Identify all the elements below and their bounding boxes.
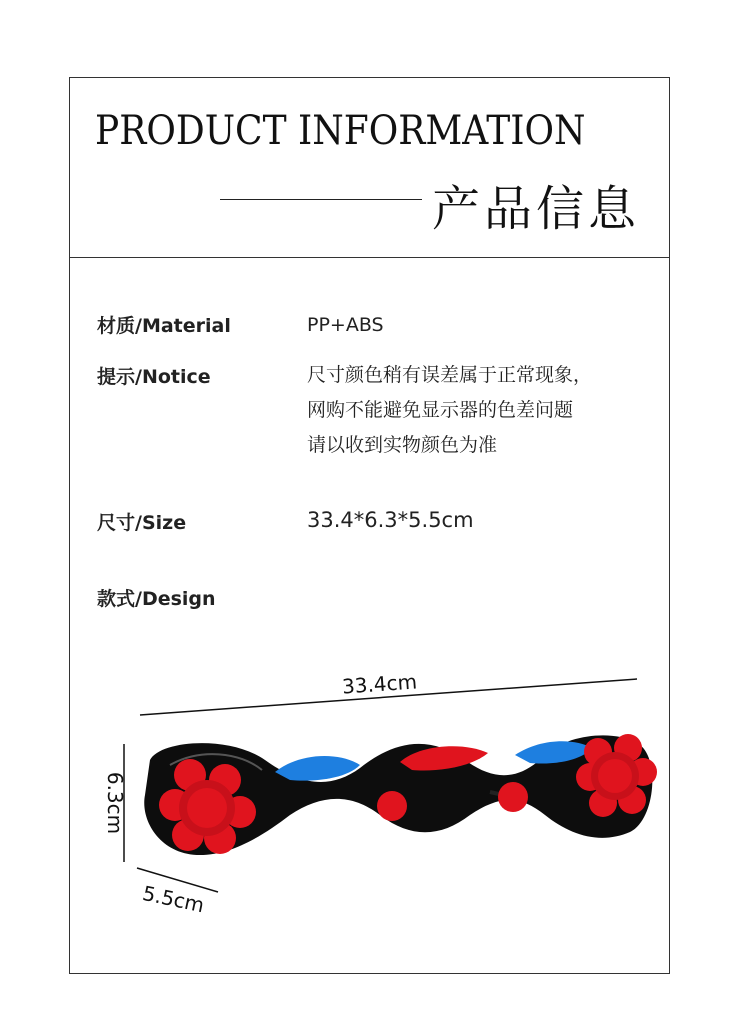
depth-dimension-label: 5.5cm	[140, 880, 207, 918]
size-value: 33.4*6.3*5.5cm	[307, 508, 474, 532]
title-english: PRODUCT INFORMATION	[95, 108, 586, 154]
height-dimension-label: 6.3cm	[103, 771, 127, 835]
notice-line-2: 网购不能避免显示器的色差问题	[307, 399, 574, 421]
material-value: PP+ABS	[307, 314, 384, 336]
notice-label: 提示/Notice	[97, 366, 211, 388]
title-chinese: 产品信息	[432, 181, 641, 237]
red-peg-ball-left	[377, 791, 407, 821]
design-label: 款式/Design	[97, 588, 216, 610]
notice-line-3: 请以收到实物颜色为准	[307, 434, 498, 456]
material-label: 材质/Material	[97, 315, 231, 337]
notice-line-1: 尺寸颜色稍有误差属于正常现象，	[307, 364, 593, 386]
coat-hook-rack	[144, 734, 657, 855]
size-label: 尺寸/Size	[97, 512, 187, 534]
red-peg-ball-right	[498, 782, 528, 812]
length-dimension-label: 33.4cm	[341, 669, 418, 699]
